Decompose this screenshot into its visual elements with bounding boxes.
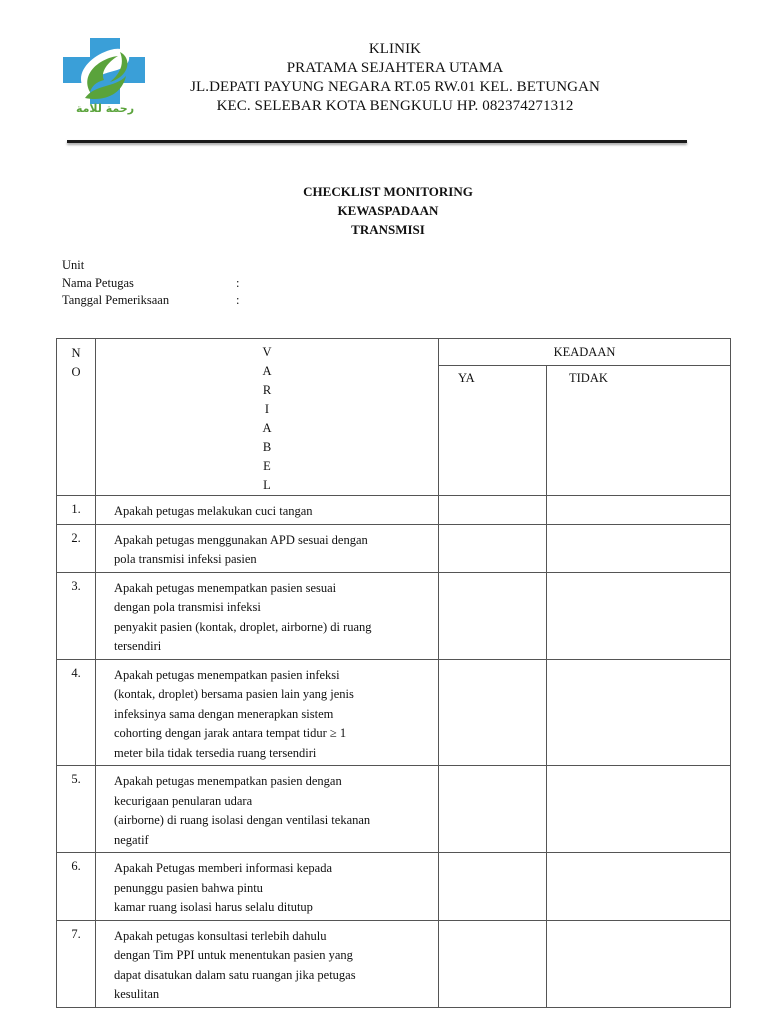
field-label-nama-petugas: Nama Petugas: [62, 275, 134, 290]
row-number-label: 6.: [71, 859, 81, 873]
field-unit: [62, 257, 169, 275]
header-tidak-label: TIDAK: [569, 371, 608, 385]
row-tidak-cell[interactable]: [547, 496, 731, 525]
row-ya-cell[interactable]: [439, 524, 547, 572]
clinic-logo: [60, 36, 150, 128]
row-number: [57, 853, 96, 921]
checklist-row: [57, 853, 731, 921]
row-question-line: infeksinya sama dengan menerapkan sistem: [114, 706, 334, 721]
header-variabel-letter: E: [263, 459, 271, 473]
checklist-row: [57, 496, 731, 525]
row-number-label: 2.: [71, 530, 81, 545]
header-variabel-letter: V: [262, 345, 272, 359]
row-question-line: penyakit pasien (kontak, droplet, airborne) di ruang: [114, 619, 372, 634]
title-line-2: KEWASPADAAN: [337, 203, 439, 218]
row-question-line: (kontak, droplet) bersama pasien lain yang jenis: [114, 687, 354, 701]
header-divider: [67, 140, 687, 143]
row-tidak-cell[interactable]: [547, 572, 731, 659]
header-ya: [439, 366, 547, 496]
header-keadaan: KEADAAN: [439, 339, 731, 366]
checklist-row: [57, 524, 731, 572]
row-question-line: cohorting dengan jarak antara tempat tidur ≥ 1: [114, 726, 347, 740]
row-number: [57, 766, 96, 853]
clinic-logo-icon: [60, 36, 150, 128]
row-question-line: dapat disatukan dalam satu ruangan jika petugas: [114, 967, 356, 982]
row-ya-cell[interactable]: [439, 659, 547, 766]
document-title: [0, 182, 768, 239]
title-line-1: CHECKLIST MONITORING: [303, 184, 473, 199]
row-question-line: kecurigaan penularan udara: [114, 793, 253, 808]
checklist-table: [56, 338, 731, 1008]
row-tidak-cell[interactable]: [547, 659, 731, 766]
checklist-row: [57, 659, 731, 766]
row-question-line: penunggu pasien bahwa pintu: [114, 880, 263, 895]
clinic-header: [150, 40, 640, 116]
checklist-row: [57, 766, 731, 853]
header-line-3: JL.DEPATI PAYUNG NEGARA RT.05 RW.01 KEL. BETUNGAN: [190, 79, 600, 95]
field-label-unit: Unit: [62, 258, 85, 272]
row-number-label: 1.: [71, 502, 81, 516]
row-number: [57, 496, 96, 525]
row-number: [57, 524, 96, 572]
row-question-line: Apakah petugas konsultasi terlebih dahulu: [114, 928, 327, 943]
row-tidak-cell[interactable]: [547, 766, 731, 853]
row-question-line: meter bila tidak tersedia ruang tersendiri: [114, 745, 317, 760]
header-variabel-letter: A: [262, 421, 272, 435]
row-ya-cell[interactable]: [439, 920, 547, 1007]
header-variabel-letter: R: [262, 383, 272, 397]
checklist-row: [57, 572, 731, 659]
row-question-line: pola transmisi infeksi pasien: [114, 552, 257, 566]
title-line-3: TRANSMISI: [351, 222, 425, 237]
row-question: [96, 496, 439, 525]
row-ya-cell[interactable]: [439, 853, 547, 921]
logo-text: رحمة للامة: [75, 102, 135, 115]
row-tidak-cell[interactable]: [547, 920, 731, 1007]
row-number: [57, 920, 96, 1007]
header-variabel-letter: A: [262, 364, 272, 378]
row-question-line: dengan pola transmisi infeksi: [114, 600, 261, 614]
row-question: [96, 524, 439, 572]
row-ya-cell[interactable]: [439, 496, 547, 525]
form-fields: [62, 257, 240, 310]
header-line-2: PRATAMA SEJAHTERA UTAMA: [286, 60, 504, 76]
row-ya-cell[interactable]: [439, 766, 547, 853]
header-variabel-letter: I: [264, 402, 270, 416]
field-label-tanggal: Tanggal Pemeriksaan: [62, 293, 170, 307]
row-question-line: Apakah petugas melakukan cuci tangan: [114, 504, 313, 518]
header-variabel-letter: B: [262, 440, 272, 454]
header-ya-label: YA: [458, 371, 475, 385]
row-question-line: Apakah petugas menempatkan pasien sesuai: [114, 580, 337, 595]
header-line-1: KLINIK: [368, 41, 422, 57]
row-tidak-cell[interactable]: [547, 524, 731, 572]
row-number-label: 7.: [71, 926, 81, 941]
row-question-line: Apakah Petugas memberi informasi kepada: [114, 861, 332, 875]
header-no-o: O: [71, 365, 81, 379]
field-colon-tanggal: :: [236, 293, 240, 307]
header-variabel-letter: L: [263, 478, 271, 492]
checklist-row: [57, 920, 731, 1007]
row-question: [96, 659, 439, 766]
checklist-rows: [57, 496, 731, 1008]
header-variabel: [96, 339, 439, 496]
row-question-line: kesulitan: [114, 987, 160, 1001]
row-question-line: Apakah petugas menempatkan pasien dengan: [114, 774, 342, 788]
field-tanggal-pemeriksaan: [62, 292, 240, 310]
row-question: [96, 766, 439, 853]
row-number: [57, 659, 96, 766]
header-no: [57, 339, 96, 496]
header-no-n: N: [71, 346, 81, 360]
row-number: [57, 572, 96, 659]
row-question-line: kamar ruang isolasi harus selalu ditutup: [114, 900, 313, 914]
row-number-label: 4.: [71, 665, 81, 680]
row-question: [96, 920, 439, 1007]
row-question-line: Apakah petugas menggunakan APD sesuai dengan: [114, 532, 368, 547]
row-question-line: dengan Tim PPI untuk menentukan pasien yang: [114, 948, 353, 962]
row-number-label: 5.: [71, 772, 81, 786]
row-question-line: Apakah petugas menempatkan pasien infeksi: [114, 667, 340, 682]
row-question-line: negatif: [114, 832, 149, 847]
row-question-line: tersendiri: [114, 639, 162, 653]
row-tidak-cell[interactable]: [547, 853, 731, 921]
field-colon-nama-petugas: :: [236, 275, 240, 290]
row-ya-cell[interactable]: [439, 572, 547, 659]
header-tidak: [547, 366, 731, 496]
row-question: [96, 853, 439, 921]
header-line-4: KEC. SELEBAR KOTA BENGKULU HP. 082374271312: [216, 98, 574, 114]
row-question-line: (airborne) di ruang isolasi dengan ventilasi tekanan: [114, 813, 371, 827]
field-nama-petugas: [62, 275, 240, 293]
row-question: [96, 572, 439, 659]
row-number-label: 3.: [71, 578, 81, 593]
